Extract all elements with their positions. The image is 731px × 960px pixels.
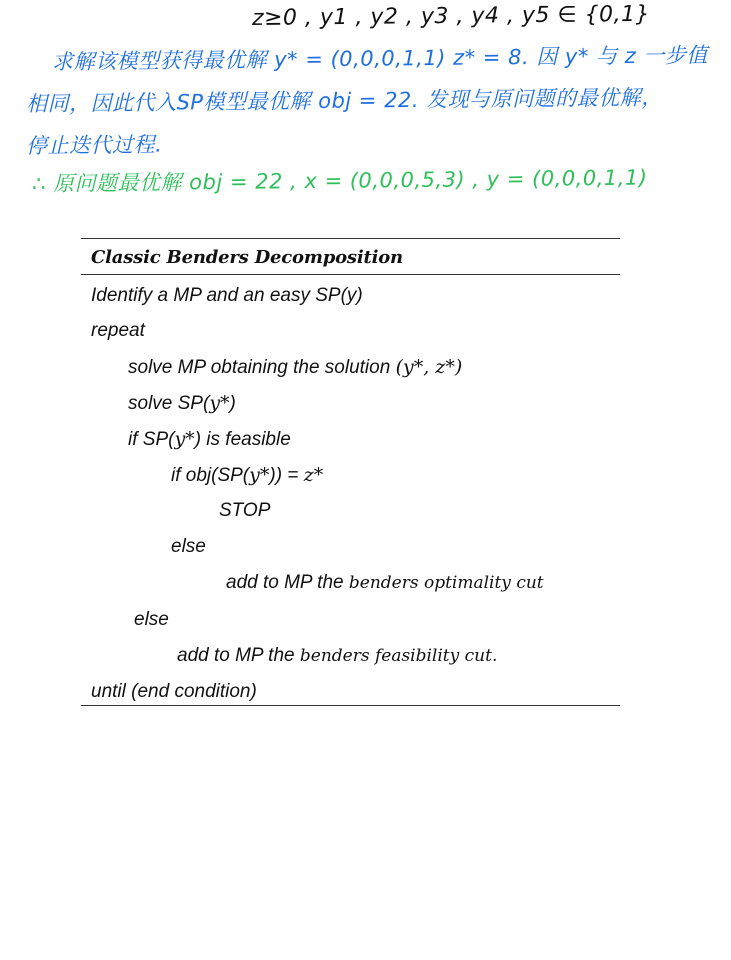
handwritten-conclusion-green: ∴ 原问题最优解 obj = 22 , x = (0,0,0,5,3) , y = (0,0,0,1,1): [31, 165, 648, 196]
solve-sp-close: ): [229, 393, 236, 414]
y-star-math: y*: [174, 428, 195, 450]
y-star-math: y*: [209, 392, 230, 414]
add-to-mp-text: add to MP the: [177, 645, 295, 666]
algorithm-box: [81, 238, 620, 706]
handwritten-note-blue-line-1: 求解该模型获得最优解 y* = (0,0,0,1,1) z* = 8. 因 y* 与 z 一步值: [51, 43, 709, 74]
y-star-math: y*: [249, 464, 270, 486]
if-obj-text: if obj(SP(: [171, 465, 250, 486]
algo-line-identify: Identify a MP and an easy SP(y): [91, 285, 363, 306]
if-sp-text: if SP(: [128, 429, 175, 450]
z-star-math: z*: [303, 464, 324, 486]
algo-line-solve-mp: [128, 356, 462, 379]
algo-line-else-inner: else: [171, 536, 206, 557]
algo-line-if-obj: [171, 464, 323, 487]
algo-line-if-feasible: [128, 428, 291, 451]
handwritten-note-blue-line-2: 相同，因此代入SP模型最优解 obj = 22. 发现与原问题的最优解，: [25, 85, 663, 116]
algo-line-else-outer: else: [134, 609, 169, 630]
algo-line-feasibility-cut: [177, 645, 497, 667]
algo-line-until: until (end condition): [91, 681, 257, 702]
solve-sp-text: solve SP(: [128, 393, 210, 414]
optimality-cut-text: benders optimality cut: [348, 573, 544, 593]
algo-line-repeat: repeat: [91, 320, 145, 341]
solution-pair-math: (y*, z*): [395, 356, 463, 378]
handwritten-constraint-line: z≥0 , y1 , y2 , y3 , y4 , y5 ∈ {0,1}: [251, 1, 651, 31]
bottom-rule: [81, 705, 620, 706]
if-obj-equals: )) =: [269, 465, 299, 486]
algo-line-solve-sp: [128, 392, 236, 415]
solve-mp-text: solve MP obtaining the solution: [128, 357, 391, 378]
feasibility-cut-text: benders feasibility cut.: [299, 646, 498, 666]
algorithm-title: Classic Benders Decomposition: [91, 247, 403, 268]
algorithm-body: [81, 275, 620, 705]
add-to-mp-text: add to MP the: [226, 572, 344, 593]
is-feasible-text: ) is feasible: [194, 429, 291, 450]
algo-line-stop: STOP: [219, 500, 271, 521]
algo-line-optimality-cut: [226, 572, 544, 594]
handwritten-note-blue-line-3: 停止迭代过程.: [25, 132, 163, 158]
